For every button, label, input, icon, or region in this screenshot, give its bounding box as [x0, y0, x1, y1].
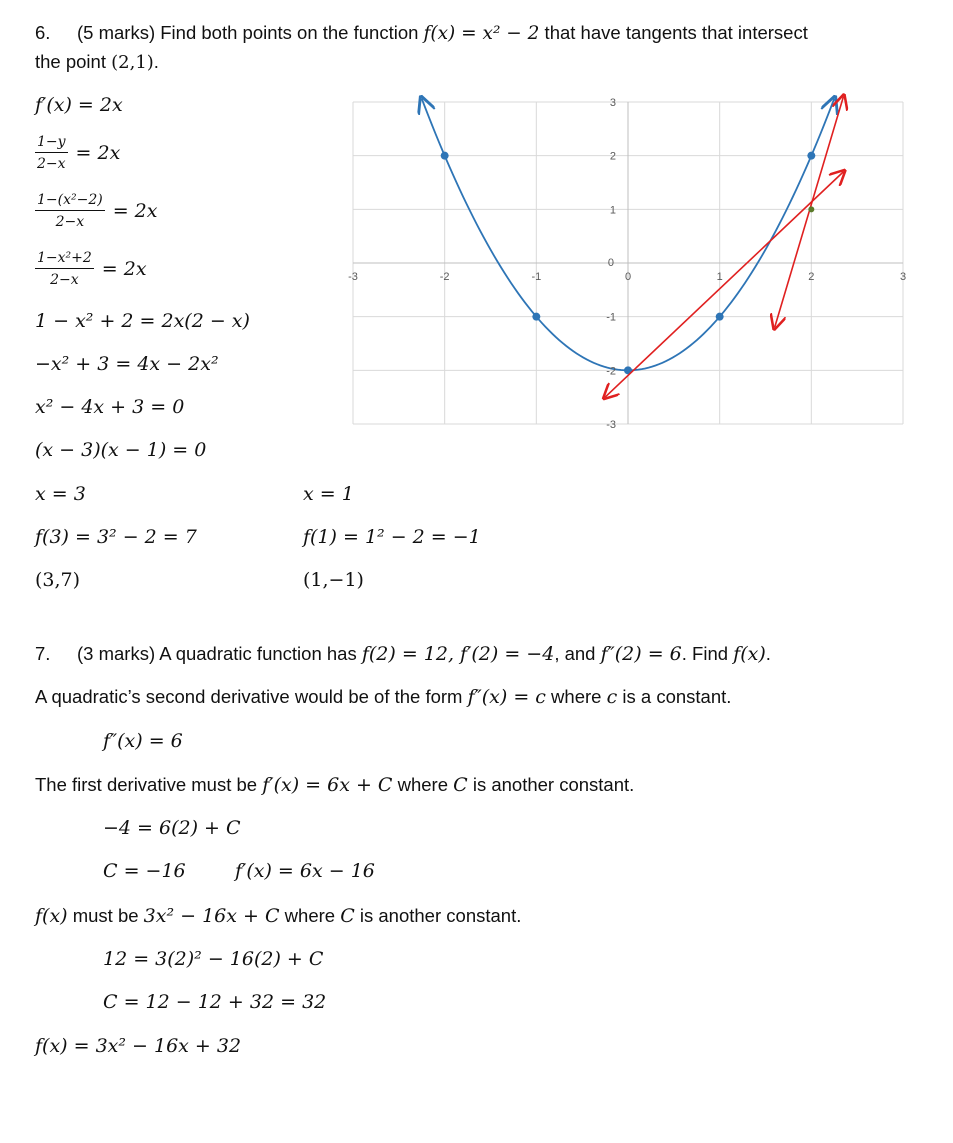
q7-line3 [35, 905, 521, 927]
y-tick-label: 1 [609, 204, 616, 217]
x-tick-label: -3 [348, 271, 358, 283]
q6-step-expand: 1 − x² + 2 = 2x(2 − x) [35, 310, 250, 332]
x-tick-label: 0 [624, 271, 632, 283]
fraction-denominator: 2−x [55, 214, 85, 230]
x-tick-label: 2 [808, 271, 815, 283]
q7-line1-after: is a constant. [617, 686, 732, 707]
q6-fraction-3 [35, 250, 147, 288]
q7-line3-mid: must be [67, 905, 144, 926]
parabola-point [532, 313, 540, 321]
intersection-point [808, 206, 814, 212]
q7-prompt-math: f(2) = 12, f′(2) = −4 [361, 643, 555, 665]
q7-line3-mid2: where [279, 905, 341, 926]
q7-line1-var: c [606, 686, 618, 708]
q6-prompt-point: (2,1) [111, 52, 154, 73]
q7-eq-c-final: C = 12 − 12 + 32 = 32 [103, 991, 327, 1013]
q7-eq-second-derivative: f″(x) = 6 [103, 730, 183, 752]
q6-step-factored: (x − 3)(x − 1) = 0 [35, 439, 207, 461]
q7-eq-substitute-f: 12 = 3(2)² − 16(2) + C [103, 948, 324, 970]
q7-line1-mid: where [545, 686, 607, 707]
fraction-rhs: = 2x [101, 258, 147, 280]
q6-left-x: x = 3 [35, 483, 86, 505]
fraction-numerator: 1−(x²−2) [35, 192, 105, 211]
q7-prompt-mid: , and [554, 643, 601, 664]
q6-fraction-2 [35, 192, 157, 230]
q7-line1-math: f″(x) = c [467, 686, 546, 708]
fraction-denominator: 2−x [50, 272, 79, 288]
q7-line2-before: The first derivative must be [35, 774, 263, 795]
q7-prompt-math2: f″(2) = 6 [600, 643, 682, 665]
q7-prompt [35, 643, 771, 665]
y-tick-label: -3 [606, 419, 616, 431]
fraction-rhs: = 2x [112, 200, 158, 222]
q7-line3-math: f(x) [35, 905, 68, 927]
q7-line3-math2: 3x² − 16x + C [143, 905, 280, 927]
fraction-numerator: 1−y [35, 134, 68, 153]
q6-prompt-before: (5 marks) Find both points on the function [77, 22, 424, 43]
x-tick-label: -1 [531, 271, 542, 283]
q7-line3-after: is another constant. [354, 905, 522, 926]
y-tick-label: 0 [607, 257, 614, 269]
q6-number: 6. [35, 22, 51, 43]
chart-series [422, 97, 844, 398]
q7-number: 7. [35, 643, 51, 664]
fraction-rhs: = 2x [75, 142, 121, 164]
tangent-chart [345, 92, 905, 432]
q6-right-x: x = 1 [303, 483, 354, 505]
parabola-point [807, 152, 815, 160]
q6-prompt-line1 [35, 22, 808, 44]
q7-line2-math: f′(x) = 6x + C [262, 774, 393, 796]
q6-prompt-line2 [35, 51, 159, 73]
q6-prompt-line2-text: the point [35, 51, 112, 72]
q7-line3-var: C [340, 905, 355, 927]
q7-line2 [35, 774, 634, 796]
chart-tick-labels [348, 97, 906, 431]
q7-line1-before: A quadratic’s second derivative would be of the form [35, 686, 468, 707]
parabola-point [441, 152, 449, 160]
q6-step-quadratic: x² − 4x + 3 = 0 [35, 396, 185, 418]
q6-right-point: (1,−1) [303, 569, 364, 591]
q6-derivative: f′(x) = 2x [35, 94, 123, 116]
q6-left-f: f(3) = 3² − 2 = 7 [35, 526, 197, 548]
fraction-numerator: 1−x²+2 [35, 250, 94, 269]
q7-eq-substitute: −4 = 6(2) + C [103, 817, 241, 839]
y-tick-label: -2 [606, 365, 616, 378]
q6-prompt-after: that have tangents that intersect [539, 22, 808, 43]
q6-prompt-end: . [153, 51, 159, 72]
x-tick-label: 3 [899, 271, 907, 283]
y-tick-label: 2 [609, 150, 616, 163]
q7-prompt-mid2: . Find [681, 643, 734, 664]
q7-eq-first-derivative: f′(x) = 6x − 16 [235, 860, 375, 882]
parabola-point [716, 313, 724, 321]
q6-right-f: f(1) = 1² − 2 = −1 [303, 526, 481, 548]
q7-line2-var: C [453, 774, 468, 796]
q6-left-point: (3,7) [35, 569, 81, 591]
q6-step-simplify: −x² + 3 = 4x − 2x² [35, 353, 219, 375]
q7-final-answer: f(x) = 3x² − 16x + 32 [35, 1035, 242, 1057]
q6-fraction-1 [35, 134, 120, 172]
tangent-line-1 [605, 172, 843, 397]
fraction-denominator: 2−x [37, 156, 66, 172]
q7-eq-c-value: C = −16 [103, 860, 186, 882]
q7-prompt-before: (3 marks) A quadratic function has [77, 643, 362, 664]
q7-prompt-end: . [765, 643, 771, 664]
q6-prompt-func: f(x) = x² − 2 [423, 23, 540, 44]
y-tick-label: -1 [606, 311, 616, 324]
x-tick-label: -2 [439, 271, 450, 283]
q7-line1 [35, 686, 731, 708]
q7-line2-after: is another constant. [467, 774, 635, 795]
q7-line2-mid: where [392, 774, 454, 795]
x-tick-label: 1 [716, 271, 723, 283]
q7-prompt-math3: f(x) [733, 643, 766, 665]
y-tick-label: 3 [609, 97, 616, 109]
